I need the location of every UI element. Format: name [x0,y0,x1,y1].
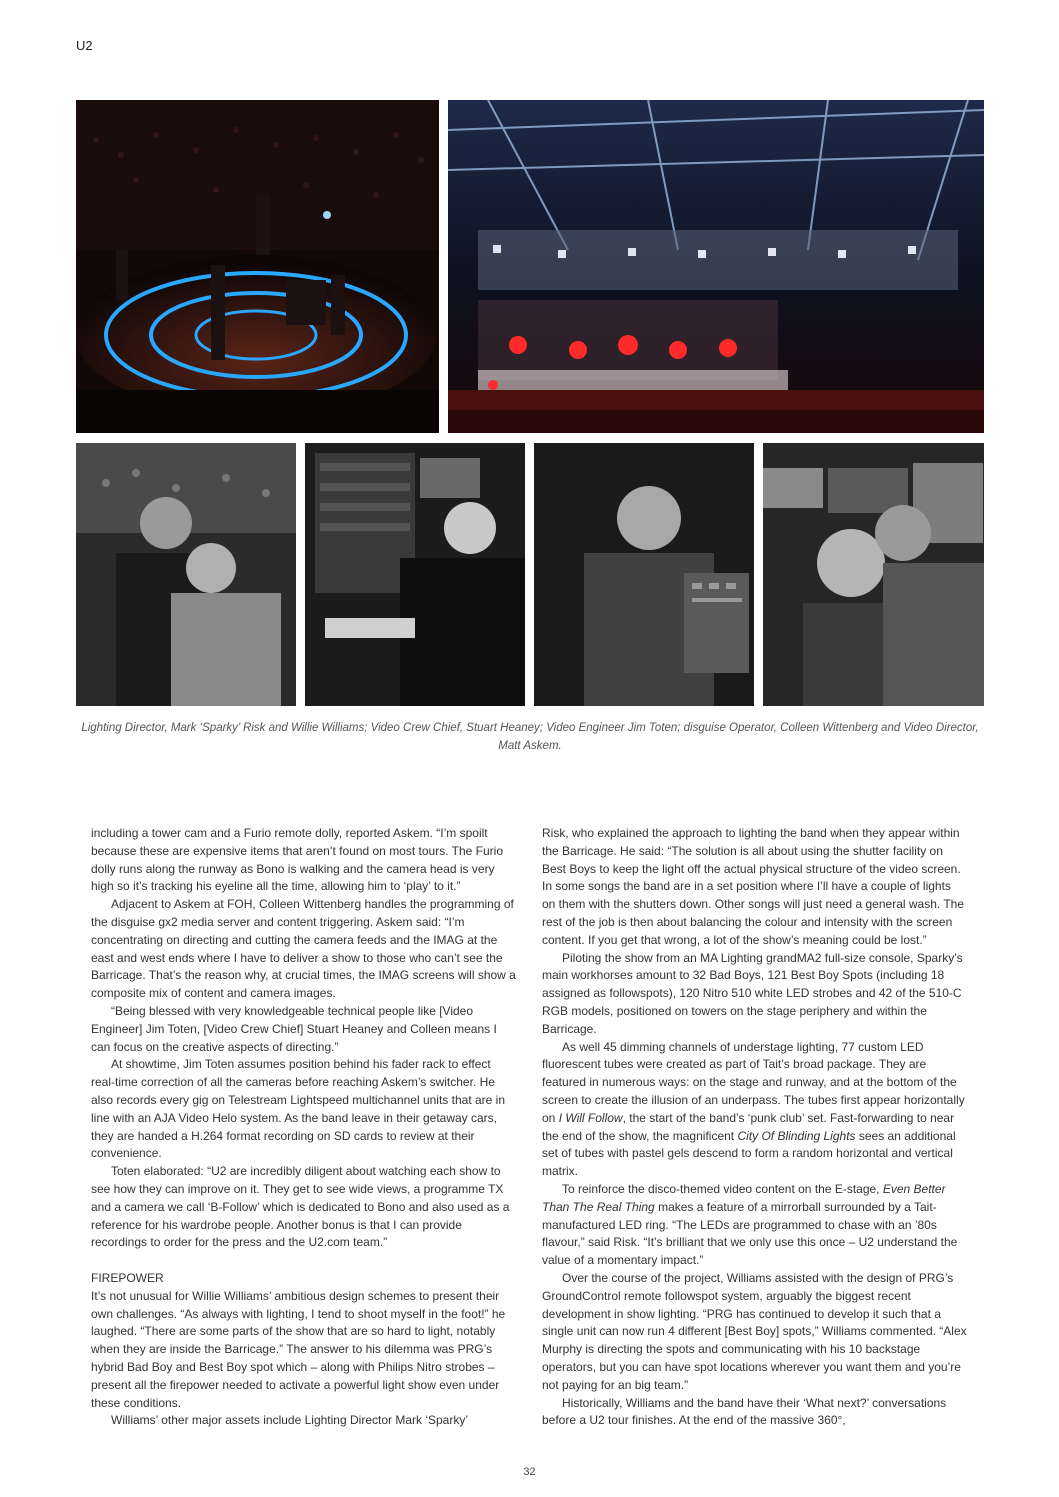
paragraph: Historically, Williams and the band have their ‘What next?’ conversations before a U2 tour finishes. At the end of the massive 360°, [542,1395,947,1428]
paragraph: Adjacent to Askem at FOH, Colleen Wittenberg handles the programming of the disguise gx2 media server and content triggering. Askem said: “I’m concentrating on directing and cutting the camera feeds and the IMAG at the east and west ends where I have to deliver a show to those who can’t see the Barricage. That’s the reason why, at crucial times, the IMAG screens will show a composite mix of content and camera images. [91,897,516,1001]
page-number: 32 [523,1466,536,1478]
text-run: sees an additional set of tubes with pastel gels descend to form a random horizontal and vertical matrix. [542,1128,956,1179]
paragraph: Toten elaborated: “U2 are incredibly diligent about watching each show to see how they can improve on it. They get to see wide views, a programme TX and a camera we call ‘B-Follow’ which is dedicated to Bono and also used as a reference for his wardrobe people. Another bonus is that I can provide recordings to order for the press and the U2.com team.” [91,1164,510,1250]
paragraph [542,1181,967,1270]
paragraph: including a tower cam and a Furio remote dolly, reported Askem. “I’m spoilt because these are expensive items that aren’t found on most tours. The Furio dolly runs along the runway as Bono is walking and the camera head is very high so it’s tracking his eyeline all the time, allowing him to ‘play’ to it.” [91,826,504,894]
section-label: U2 [76,38,93,53]
concert-stage-photo [76,100,439,433]
paragraph: Risk, who explained the approach to lighting the band when they appear within the Barricage. He said: “The solution is all about using the shutter facility on Best Boys to keep the light off the actual physical structure of the video screen. In some songs the band are in a set position where I’ll have a couple of lights on them with the shutters down. Other songs will just need a general wash. The rest of the job is then about balancing the colour and intensity with the screen content. If you get that wrong, a lot of the show’s meaning could be lost.” [542,826,965,947]
song-title: City Of Blinding Lights [737,1128,856,1143]
song-title: I Will Follow [558,1110,623,1125]
article-column-right [542,825,967,1430]
subheading: FIREPOWER [91,1270,164,1285]
portrait-photo-1 [76,443,296,706]
portrait-photo-4 [763,443,984,706]
paragraph: At showtime, Jim Toten assumes position behind his fader rack to effect real-time correction of all the cameras before reaching Askem’s switcher. He also records every gig on Telestream Lightspeed multichannel units that are in line with an AJA Video Helo system. As the band leave in their getaway cars, they are handed a H.264 format recording on SD cards to review at their convenience. [91,1057,506,1161]
article-column-left [91,825,517,1430]
text-run: , the start of the band’s ‘punk club’ set. Fast-forwarding to near the end of the show, the magnificent [542,1110,955,1143]
paragraph: It’s not unusual for Willie Williams’ ambitious design schemes to present their own challenges. “As always with lighting, I tend to shoot myself in the foot!” he laughed. “There are some parts of the show that are so hard to light, notably when they are inside the Barricage.” The answer to his dilemma was PRG’s hybrid Bad Boy and Best Boy spot which – along with Philips Nitro strobes – present all the firepower needed to activate a powerful light show even under these conditions. [91,1288,506,1410]
portrait-photo-2 [305,443,525,706]
paragraph: Williams’ other major assets include Lighting Director Mark ‘Sparky’ [111,1413,469,1428]
portrait-photo-3 [534,443,754,706]
text-run: makes a feature of a mirrorball surrounded by a Tait-manufactured LED ring. “The LEDs are programmed to chase with an ’80s flavour,” said Risk. “It’s brilliant that we only use this once – U2 understand the value of a momentary impact.” [542,1199,958,1268]
text-run: To reinforce the disco-themed video content on the E-stage, [562,1181,883,1196]
paragraph [542,1039,967,1181]
arena-overview-photo [448,100,984,433]
paragraph: Over the course of the project, Williams assisted with the design of PRG’s GroundControl remote followspot system, arguably the biggest recent development in show lighting. “PRG has continued to develop it such that a single unit can now run 4 different [Best Boy] spots,” Williams commented. “Alex Murphy is directing the spots and communicating with his 10 backstage operators, but you can have spot locations wherever you want them and you’re not paying for an big team.” [542,1270,967,1392]
song-title: Even Better Than The Real Thing [542,1181,946,1214]
text-run: As well 45 dimming channels of understage lighting, 77 custom LED fluorescent tubes were created as part of Tait’s broad package. They are featured in numerous ways: on the stage and runway, and at the bottom of the screen to create the illusion of an underpass. The tubes first appear horizontally on [542,1039,965,1125]
paragraph: Piloting the show from an MA Lighting grandMA2 full-size console, Sparky’s main workhorses amount to 32 Bad Boys, 121 Best Boy Spots (including 18 assigned as followspots), 120 Nitro 510 white LED strobes and 42 of the 510-C RGB models, positioned on towers on the stage periphery and within the Barricage. [542,950,963,1036]
photo-caption: Lighting Director, Mark ‘Sparky’ Risk and Willie Williams; Video Crew Chief, Stuart Heaney; Video Engineer Jim Toten; disguise Operator, Colleen Wittenberg and Video Director, Matt Askem. [81,722,979,752]
paragraph: “Being blessed with very knowledgeable technical people like [Video Engineer] Jim Toten, [Video Crew Chief] Stuart Heaney and Colleen means I can focus on the creative aspects of directing.” [91,1003,497,1054]
